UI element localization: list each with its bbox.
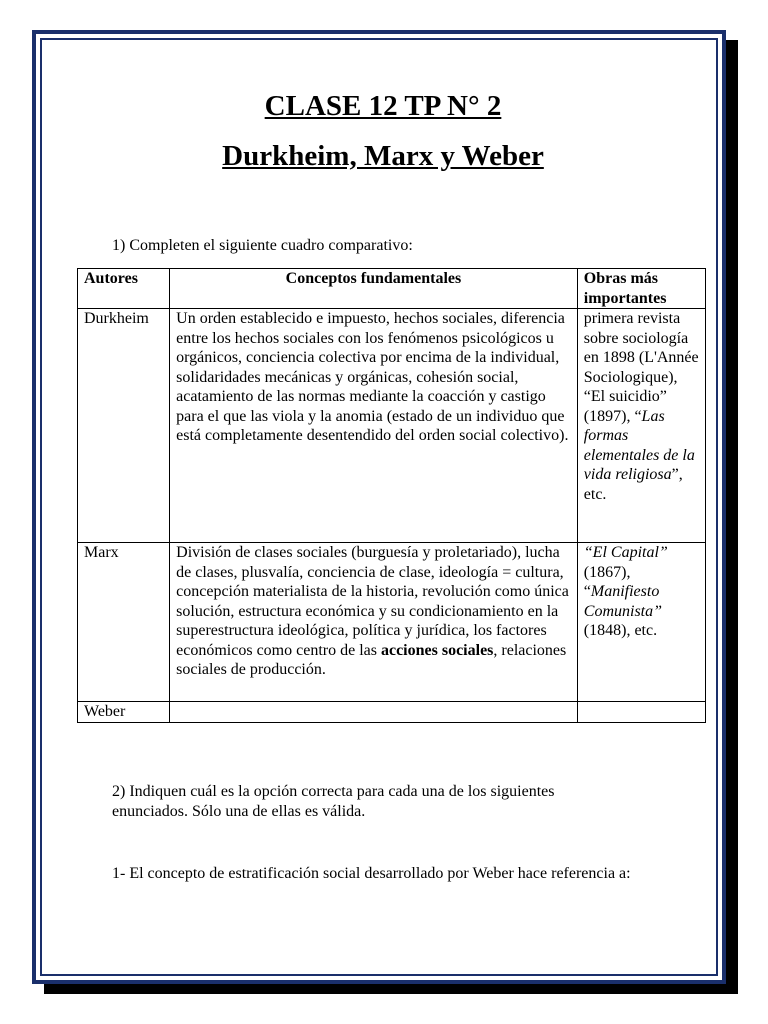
table-header-row xyxy=(78,269,706,309)
question-2: 2) Indiquen cuál es la opción correcta para cada una de los siguientes enunciados. Sólo una de ellas es válida. xyxy=(112,783,555,820)
table-row xyxy=(78,702,706,723)
question-1: 1) Completen el siguiente cuadro comparativo: xyxy=(112,237,413,254)
header-concepts: Conceptos fundamentales xyxy=(170,269,578,309)
concepts-cell: División de clases sociales (burguesía y proletariado), lucha de clases, plusvalía, conciencia de clase, ideología = cultura, concepción materialista de la historia, revolución como única solución, estructura económica y su condicionamiento en la superestructura ideológica, política y jurídica, los factores económicos como centro de las acciones sociales, relaciones sociales de producción. xyxy=(170,543,578,702)
author-cell: Durkheim xyxy=(78,309,170,543)
table-row xyxy=(78,309,706,543)
works-cell: “El Capital” (1867), “Manifiesto Comunista” (1848), etc. xyxy=(577,543,705,702)
comparison-table xyxy=(77,268,706,723)
author-cell: Marx xyxy=(78,543,170,702)
works-cell xyxy=(577,702,705,723)
concepts-cell xyxy=(170,702,578,723)
page-subtitle: Durkheim, Marx y Weber xyxy=(222,140,544,172)
concepts-cell: Un orden establecido e impuesto, hechos sociales, diferencia entre los hechos sociales con los fenómenos psicológicos u orgánicos, conciencia colectiva por encima de la individual, solidaridades mecánicas y orgánicas, cohesión social, acatamiento de las normas mediante la coacción y castigo para el que las viola y la anomia (estado de un individuo que está completamente desentendido del orden social colectivo). xyxy=(170,309,578,543)
table-row xyxy=(78,543,706,702)
question-2-item-1: 1- El concepto de estratificación social desarrollado por Weber hace referencia a: xyxy=(112,865,631,882)
works-cell: primera revista sobre sociología en 1898 (L'Année Sociologique), “El suicidio” (1897), “Las formas elementales de la vida religiosa”, etc. xyxy=(577,309,705,543)
header-works: Obras más importantes xyxy=(577,269,705,309)
page-title: CLASE 12 TP N° 2 xyxy=(264,90,502,122)
author-cell: Weber xyxy=(78,702,170,723)
header-authors: Autores xyxy=(78,269,170,309)
page-border xyxy=(32,30,726,984)
